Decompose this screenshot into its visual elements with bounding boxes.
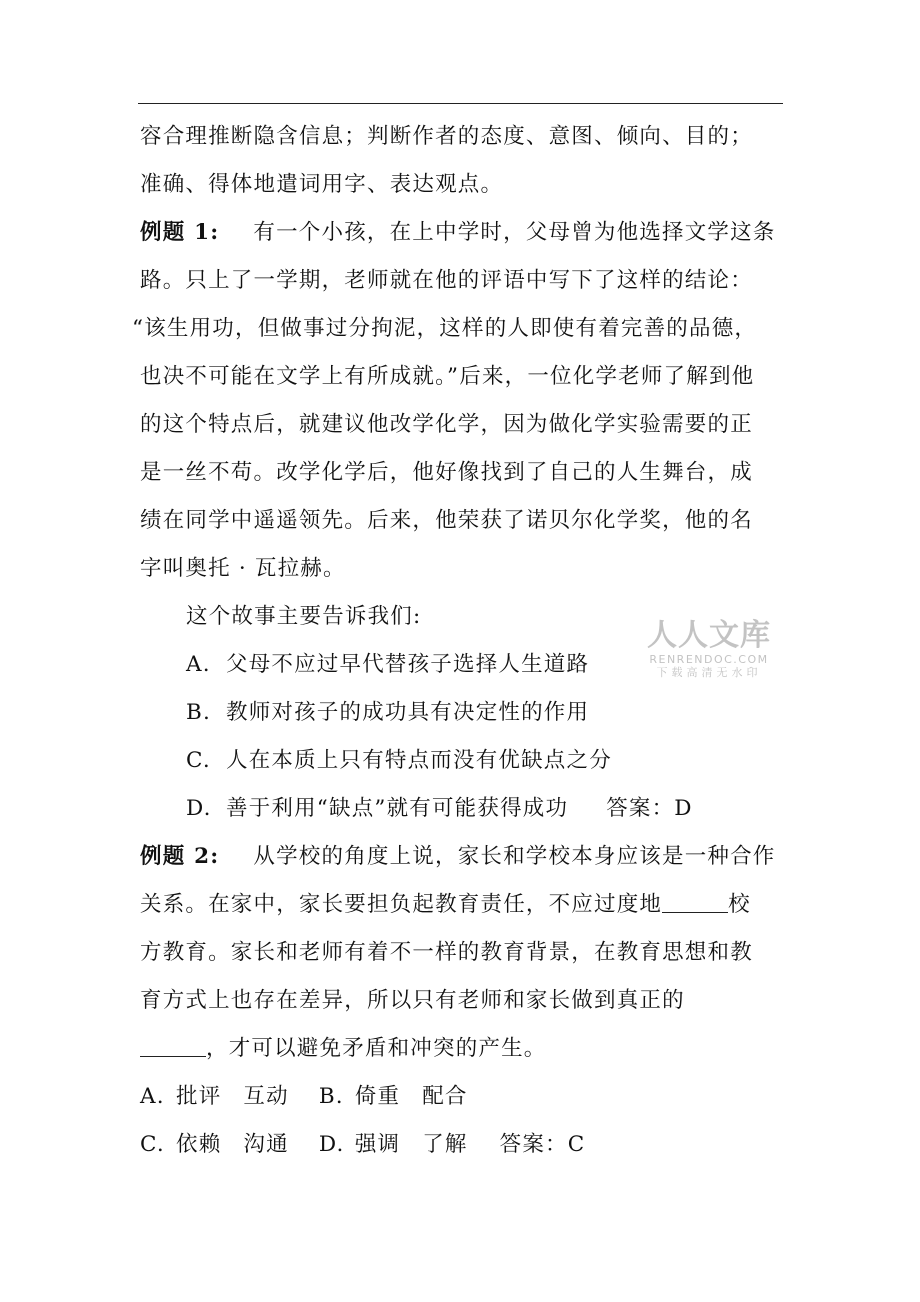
option-word: 依赖: [176, 1132, 222, 1157]
example1-option-c: [186, 746, 831, 776]
option-text: 善于利用“缺点”就有可能获得成功: [226, 796, 569, 821]
fill-blank-1: [662, 892, 728, 913]
example1-passage-line: 是一丝不苟。改学化学后，他好像找到了自己的人生舞台，成: [140, 460, 753, 485]
example2-passage-line: [140, 1034, 785, 1064]
watermark-site: RENRENDOC.COM: [649, 653, 769, 666]
example1-option-d: [186, 794, 831, 824]
option-word: 了解: [422, 1132, 468, 1157]
option-letter: D.: [186, 796, 212, 821]
example2-passage-line: [140, 890, 785, 920]
option-letter: B.: [318, 1084, 344, 1109]
intro-line-2: 准确、得体地遣词用字、表达观点。: [140, 172, 504, 197]
example1-option-b: [186, 698, 831, 728]
option-word: 配合: [422, 1084, 468, 1109]
fill-blank-2: [140, 1036, 206, 1057]
example1-passage-line: 字叫奥托 · 瓦拉赫。: [140, 556, 346, 581]
example1-passage-line: 路。只上了一学期，老师就在他的评语中写下了这样的结论：: [140, 268, 753, 293]
option-letter: D.: [318, 1132, 345, 1157]
option-letter: B.: [186, 700, 212, 725]
example1-passage-line: “该生用功，但做事过分拘泥，这样的人即使有着完善的品德，: [132, 316, 758, 341]
option-letter: A.: [186, 652, 211, 677]
example1-passage-line: 绩在同学中遥遥领先。后来，他荣获了诺贝尔化学奖，他的名: [140, 508, 753, 533]
example2-options-row-2: [140, 1130, 785, 1160]
example1-passage-line: 也决不可能在文学上有所成就。”后来，一位化学老师了解到他: [140, 364, 755, 389]
example1-first-line: [140, 218, 785, 248]
watermark-tagline: 下载高清无水印: [656, 666, 762, 679]
example1-label: 例题 1:: [140, 220, 220, 245]
option-letter: C.: [186, 748, 211, 773]
option-word: 批评: [176, 1084, 222, 1109]
option-word: 倚重: [354, 1084, 401, 1109]
example2-text: 关系。在家中，家长要担负起教育责任，不应过度地: [140, 892, 663, 917]
option-letter: C.: [140, 1132, 165, 1157]
example2-passage-line: 从学校的角度上说，家长和学校本身应该是一种合作: [253, 844, 776, 869]
example2-passage-line: 育方式上也存在差异，所以只有老师和家长做到真正的: [140, 988, 685, 1013]
example2-label: 例题 2:: [140, 844, 220, 869]
example1-passage-line: 的这个特点后，就建议他改学化学，因为做化学实验需要的正: [140, 412, 753, 437]
example2-passage-line: 方教育。家长和老师有着不一样的教育背景，在教育思想和教: [140, 940, 753, 965]
watermark: [646, 619, 772, 680]
example1-question: 这个故事主要告诉我们:: [186, 604, 422, 629]
option-word: 互动: [243, 1084, 289, 1109]
option-word: 强调: [354, 1132, 401, 1157]
option-text: 人在本质上只有特点而没有优缺点之分: [226, 748, 612, 773]
header-rule: [138, 103, 783, 104]
example2-text: ，才可以避免矛盾和冲突的产生。: [206, 1036, 547, 1061]
option-word: 沟通: [243, 1132, 289, 1157]
option-letter: A.: [140, 1084, 165, 1109]
option-text: 父母不应过早代替孩子选择人生道路: [226, 652, 590, 677]
example2-first-line: [140, 842, 785, 872]
watermark-title: 人人文库: [647, 618, 771, 653]
example2-answer: 答案：C: [499, 1132, 586, 1157]
example2-text: 校: [728, 892, 751, 917]
example1-passage-line: 有一个小孩，在上中学时，父母曾为他选择文学这条: [253, 220, 776, 245]
intro-line-1: 容合理推断隐含信息；判断作者的态度、意图、倾向、目的；: [140, 124, 753, 149]
example1-answer: 答案：D: [606, 796, 693, 821]
example2-options-row-1: [140, 1082, 785, 1112]
option-text: 教师对孩子的成功具有决定性的作用: [226, 700, 590, 725]
